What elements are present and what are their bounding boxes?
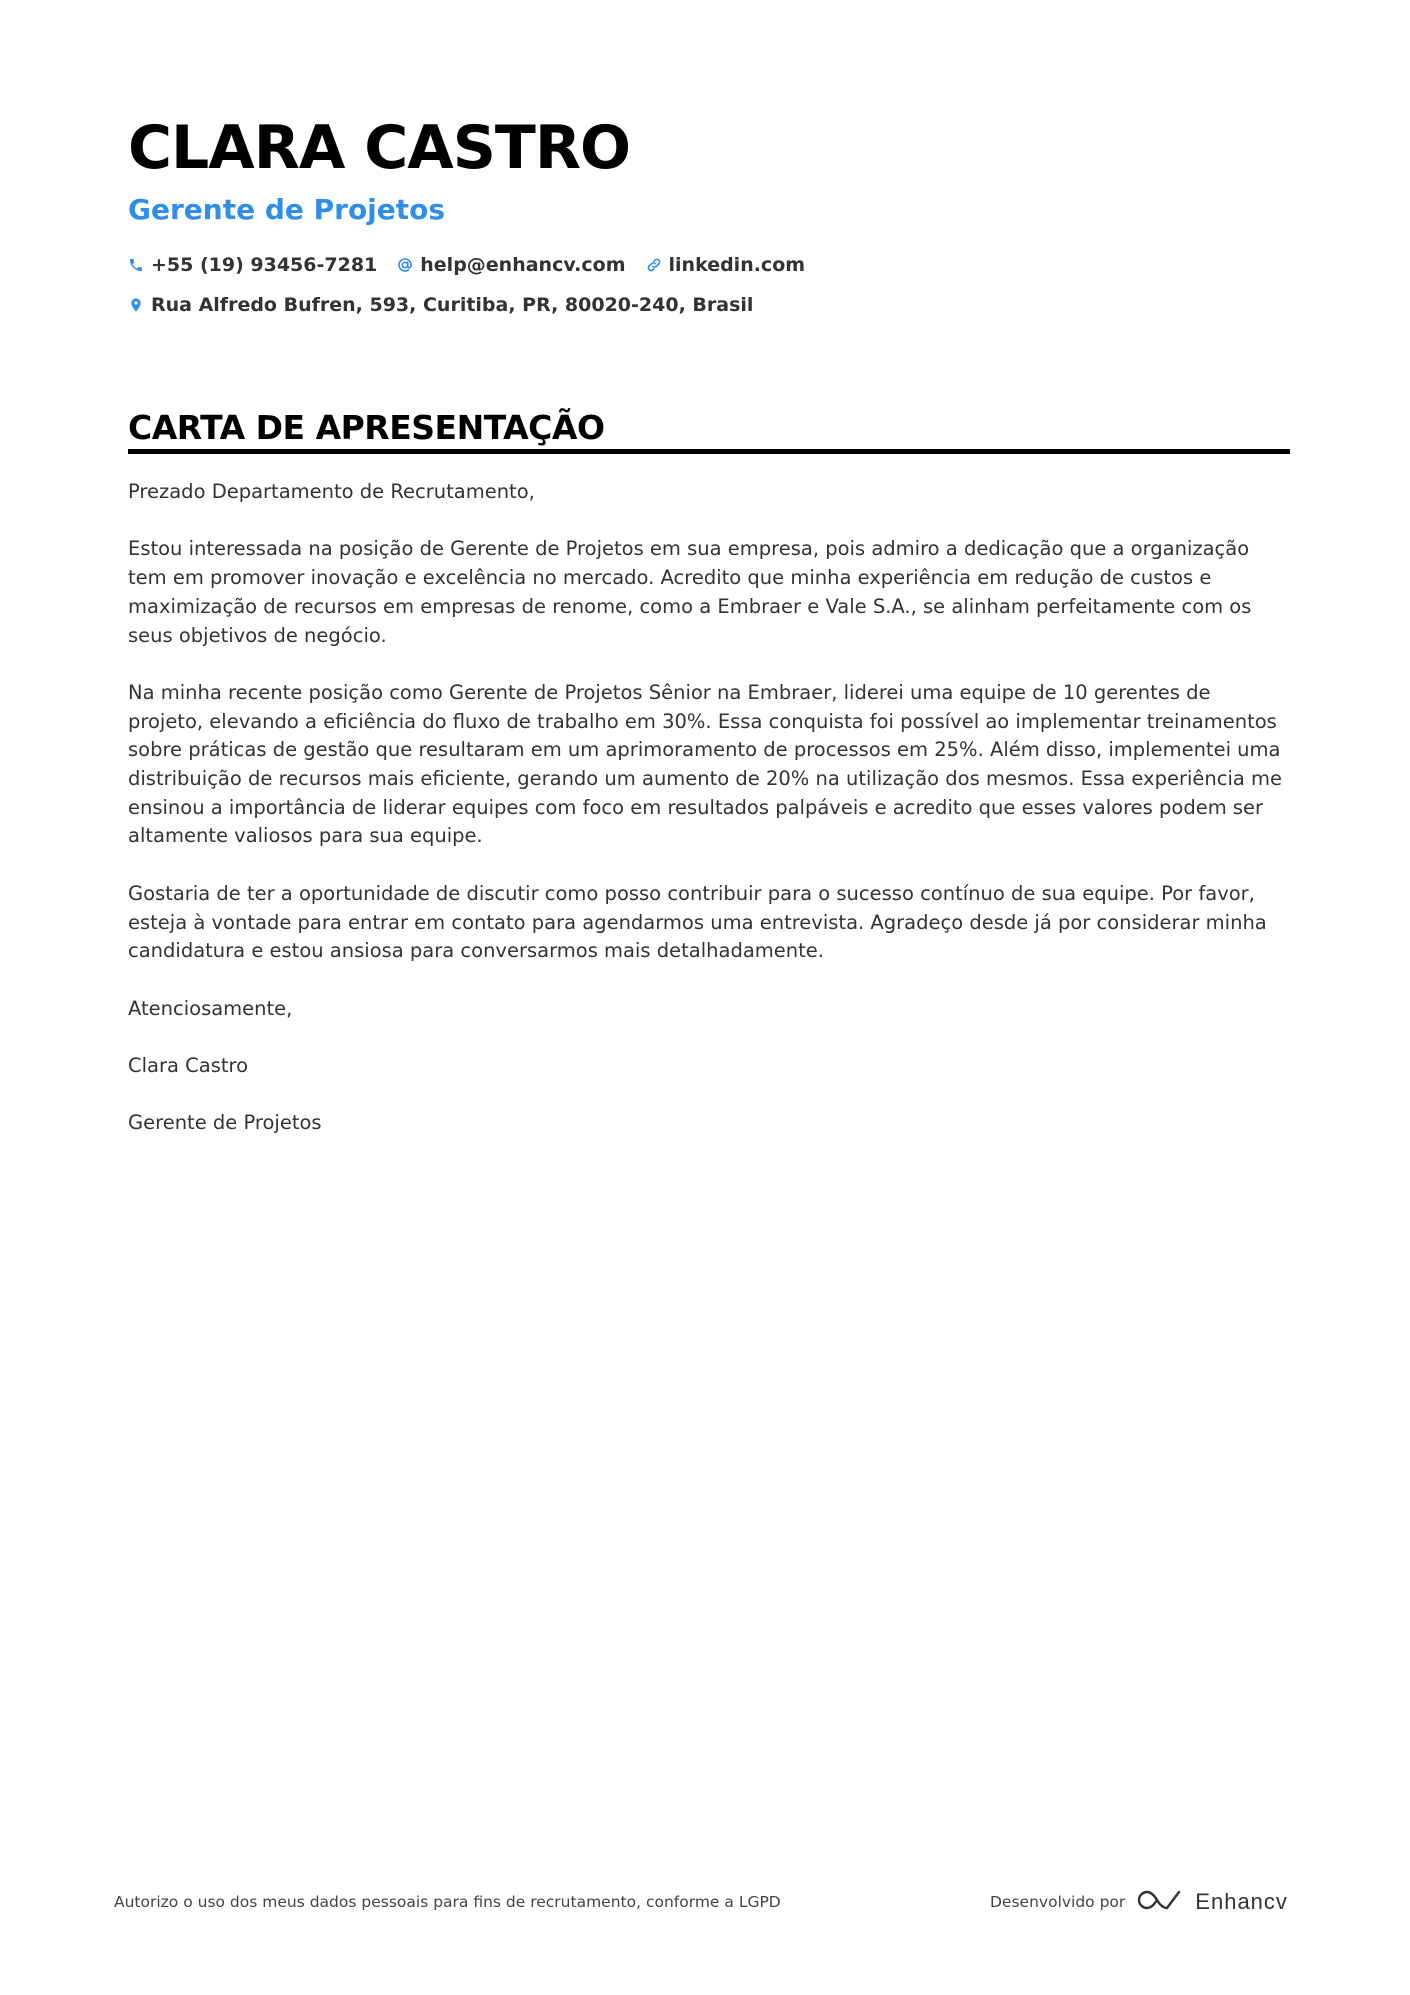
letter-greeting: Prezado Departamento de Recrutamento, <box>128 480 535 503</box>
signature-name: Clara Castro <box>128 1053 249 1077</box>
phone-text: +55 (19) 93456-7281 <box>151 254 378 276</box>
address-row <box>128 294 753 316</box>
powered-by-label: Desenvolvido por <box>990 1893 1126 1911</box>
link-icon <box>646 257 662 273</box>
section-title: CARTA DE APRESENTAÇÃO <box>128 408 605 447</box>
letter-paragraph: Gostaria de ter a oportunidade de discutir como posso contribuir para o sucesso contínuo de sua equipe. Por favor, esteja à vontade para entrar em contato para agendarmos uma entrevista. Agradeço desde já por considerar minha candidatura e estou ansiosa para conversarmos mais detalhadamente. <box>128 881 1267 963</box>
email-link[interactable]: help@enhancv.com <box>420 254 626 276</box>
contact-row <box>128 254 805 276</box>
contact-phone <box>128 254 377 276</box>
contact-address <box>128 294 753 316</box>
enhancv-brand: Enhancv <box>1195 1889 1288 1914</box>
footer-consent: Autorizo o uso dos meus dados pessoais para fins de recrutamento, conforme a LGPD <box>114 1893 781 1911</box>
address-text: Rua Alfredo Bufren, 593, Curitiba, PR, 80020-240, Brasil <box>151 294 754 316</box>
contact-email[interactable] <box>397 254 625 276</box>
letter-paragraph: Estou interessada na posição de Gerente de Projetos em sua empresa, pois admiro a dedicação que a organização tem em promover inovação e excelência no mercado. Acredito que minha experiência em redução de custos e maximização de recursos em empresas de renome, como a Embraer e Vale S.A., se alinham perfeitamente com os seus objetivos de negócio. <box>128 537 1252 647</box>
at-icon <box>397 257 413 273</box>
phone-icon <box>128 257 144 273</box>
signature-title: Gerente de Projetos <box>128 1111 322 1135</box>
letter-closing: Atenciosamente, <box>128 996 293 1020</box>
letter-paragraph: Na minha recente posição como Gerente de Projetos Sênior na Embraer, liderei uma equipe de 10 gerentes de projeto, elevando a eficiência do fluxo de trabalho em 30%. Essa conquista foi possível ao implementar treinamentos sobre práticas de gestão que resultaram em um aprimoramento de processos em 25%. Além disso, implementei uma distribuição de recursos mais eficiente, gerando um aumento de 20% na utilização dos mesmos. Essa experiência me ensinou a importância de liderar equipes com foco em resultados palpáveis e acredito que esses valores podem ser altamente valiosos para sua equipe. <box>128 680 1283 848</box>
linkedin-link[interactable]: linkedin.com <box>668 254 806 276</box>
section-divider <box>128 449 1290 454</box>
footer-powered-by[interactable] <box>990 1888 1288 1916</box>
candidate-name: CLARA CASTRO <box>128 113 631 183</box>
contact-linkedin[interactable] <box>646 254 806 276</box>
enhancv-logo-icon <box>1137 1888 1183 1916</box>
candidate-title: Gerente de Projetos <box>128 193 446 226</box>
location-pin-icon <box>128 297 144 313</box>
letter-body <box>128 478 1288 1167</box>
